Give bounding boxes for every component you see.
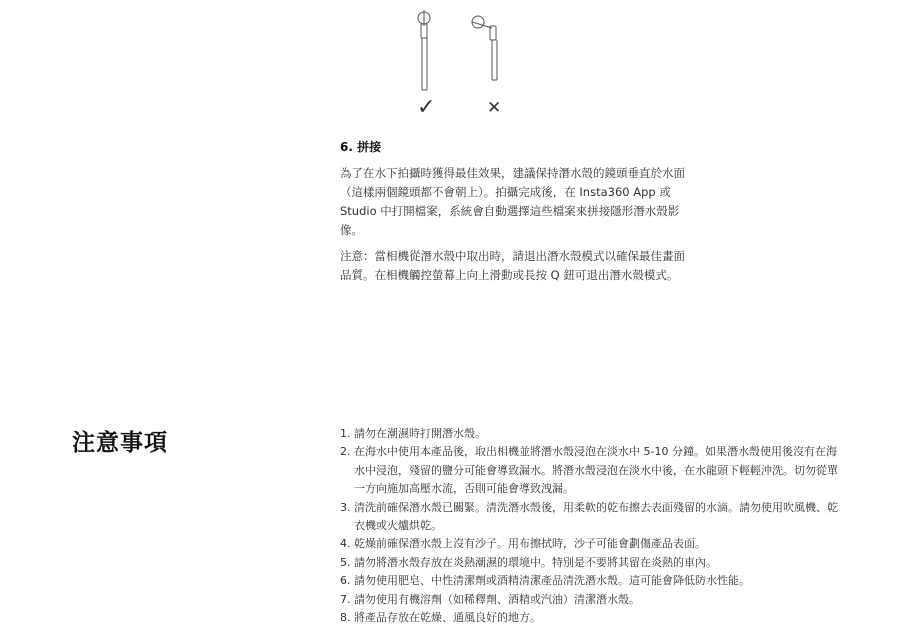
list-item: 4. 乾燥前確保潛水殼上沒有沙子。用布擦拭時，沙子可能會劃傷產品表面。: [340, 537, 706, 551]
camera-orientation-illustration: [412, 8, 512, 120]
list-item: 3. 清洗前確保潛水殼已關緊。清洗潛水殼後，用柔軟的乾布擦去表面殘留的水滴。請勿使用吹風機、乾衣機或火爐烘乾。: [340, 500, 838, 533]
list-item: 2. 在海水中使用本產品後，取出相機並將潛水殼浸泡在淡水中 5-10 分鐘。如果潛水殼使用後沒有在海水中浸泡，殘留的鹽分可能會導致漏水。將潛水殼浸泡在淡水中後，在水龍頭下輕輕沖洗。切勿從單一方向施加高壓水流，否則可能會導致洩漏。: [340, 445, 838, 496]
stitching-paragraph: 為了在水下拍攝時獲得最佳效果，建議保持潛水殼的鏡頭垂直於水面（這樣兩個鏡頭都不會朝上）。拍攝完成後，在 Insta360 App 或 Studio 中打開檔案，系統會自動選擇這些檔案來拼接隱形潛水殼影像。: [340, 166, 685, 237]
wrong-cross-icon: ✕: [487, 98, 502, 118]
correct-check-icon: ✓: [417, 95, 436, 120]
list-item: 5. 請勿將潛水殼存放在炎熱潮濕的環境中。特別是不要將其留在炎熱的車內。: [340, 555, 717, 569]
list-item: 7. 請勿使用有機溶劑（如稀釋劑、酒精或汽油）清潔潛水殼。: [340, 592, 640, 606]
orientation-diagram: [412, 8, 512, 120]
list-item: 6. 請勿使用肥皂、中性清潔劑或酒精清潔產品清洗潛水殼。這可能會降低防水性能。: [340, 574, 750, 588]
note-paragraph: 注意：當相機從潛水殼中取出時，請退出潛水殼模式以確保最佳畫面品質。在相機觸控螢幕上向上滑動或長按 Q 鈕可退出潛水殼模式。: [340, 249, 685, 282]
notes-list: [340, 425, 840, 627]
camera-tilted-illustration: [472, 16, 497, 80]
list-item: 1. 請勿在潮濕時打開潛水殼。: [340, 427, 486, 440]
section-title: 6. 拼接: [340, 140, 382, 154]
camera-upright-illustration: [418, 10, 430, 90]
notes-heading: 注意事項: [72, 430, 168, 456]
list-item: 8. 將產品存放在乾燥、通風良好的地方。: [340, 611, 541, 625]
